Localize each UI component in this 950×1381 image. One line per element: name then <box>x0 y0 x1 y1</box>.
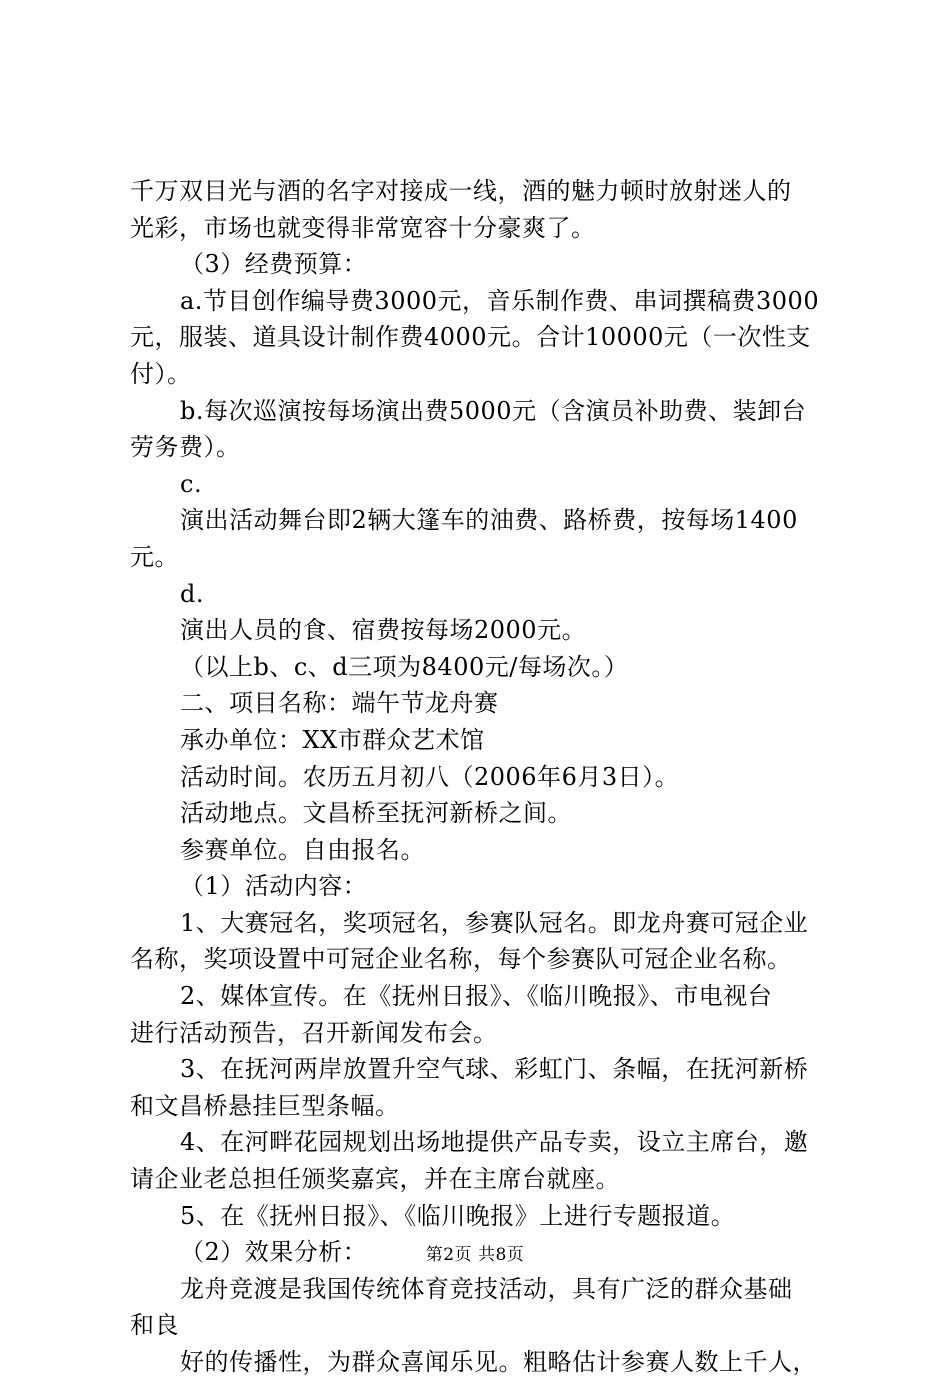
text-line: 承办单位：XX市群众艺术馆 <box>180 725 485 754</box>
text-line: b.每次巡演按每场演出费5000元（含演员补助费、装卸台 <box>180 396 807 425</box>
text-line: 进行活动预告，召开新闻发布会。 <box>130 1018 498 1047</box>
text-line: 名称，奖项设置中可冠企业名称，每个参赛队可冠企业名称。 <box>130 945 792 974</box>
text-line: 演出人员的食、宿费按每场2000元。 <box>180 616 587 645</box>
page-footer: 第2页 共8页 <box>425 1245 525 1265</box>
text-line: 劳务费）。 <box>130 433 241 462</box>
text-line: 和良 <box>130 1311 179 1340</box>
text-line: 光彩，市场也就变得非常宽容十分豪爽了。 <box>130 213 596 242</box>
text-line: 1、大赛冠名，奖项冠名，参赛队冠名。即龙舟赛可冠企业 <box>180 908 809 937</box>
text-line: 付）。 <box>130 359 192 388</box>
text-line: 参赛单位。自由报名。 <box>180 835 425 864</box>
text-line: 请企业老总担任颁奖嘉宾，并在主席台就座。 <box>130 1165 620 1194</box>
text-line: （1）活动内容： <box>180 872 368 901</box>
text-line: a.节目创作编导费3000元，音乐制作费、串词撰稿费3000 <box>180 286 820 315</box>
text-line: 5、在《抚州日报》、《临川晚报》上进行专题报道。 <box>180 1201 736 1230</box>
text-line: 3、在抚河两岸放置升空气球、彩虹门、条幅，在抚河新桥 <box>180 1055 809 1084</box>
document-body <box>130 173 835 1381</box>
text-line: 活动时间。农历五月初八（2006年6月3日）。 <box>180 762 680 791</box>
text-line: 元，服装、道具设计制作费4000元。合计10000元（一次性支 <box>130 323 811 352</box>
text-line: 演出活动舞台即2辆大篷车的油费、路桥费，按每场1400 <box>180 506 798 535</box>
text-line: d. <box>180 579 204 608</box>
text-line: 2、媒体宣传。在《抚州日报》、《临川晚报》、市电视台 <box>180 982 773 1011</box>
text-line: 活动地点。文昌桥至抚河新桥之间。 <box>180 799 572 828</box>
text-line: （3）经费预算： <box>180 250 368 279</box>
text-line: 千万双目光与酒的名字对接成一线，酒的魅力顿时放射迷人的 <box>130 177 792 205</box>
text-line: 4、在河畔花园规划出场地提供产品专卖，设立主席台，邀 <box>180 1128 809 1157</box>
text-line: 二、项目名称：端午节龙舟赛 <box>180 689 499 718</box>
text-line: （以上b、c、d三项为8400元/每场次。） <box>180 652 629 681</box>
text-line: 龙舟竞渡是我国传统体育竞技活动，具有广泛的群众基础 <box>180 1274 793 1303</box>
text-line: 好的传播性，为群众喜闻乐见。粗略估计参赛人数上千人， <box>180 1348 817 1376</box>
text-line: 元。 <box>130 542 179 571</box>
text-line: （2）效果分析： <box>180 1238 368 1267</box>
text-line: c. <box>180 469 203 498</box>
text-line: 和文昌桥悬挂巨型条幅。 <box>130 1091 400 1120</box>
